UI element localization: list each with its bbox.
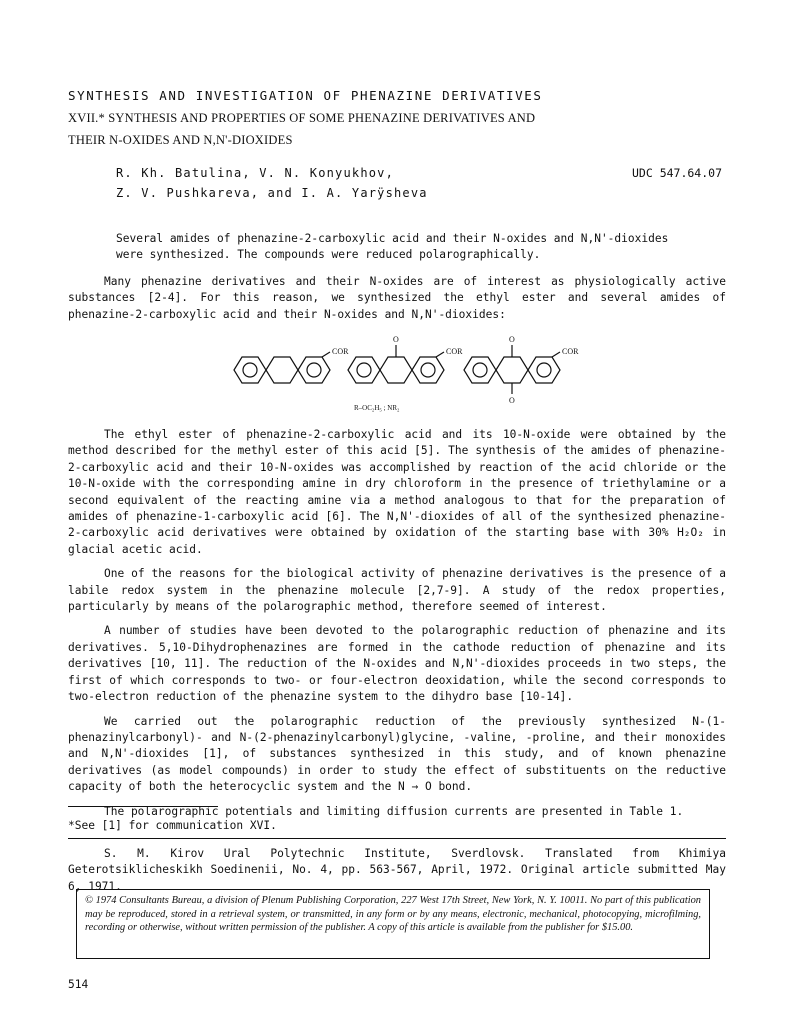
substituent-label-3: COR [562,347,579,356]
substituent-label-1: COR [332,347,349,356]
authors-line2: Z. V. Pushkareva, and I. A. Yarÿsheva [116,186,428,200]
article-title-line2: THEIR N-OXIDES AND N,N'-DIOXIDES [68,133,293,147]
article-title-line1: XVII.* SYNTHESIS AND PROPERTIES OF SOME PHENAZINE DERIVATIVES AND [68,111,536,125]
paragraph-reduction-experiments: We carried out the polarographic reduction of the previously synthesized N-(1-phenazinylcarbonyl)- and N-(2-phenazinylcarbonyl)glycine, -valine, -proline, and their monoxides and N,N'-dioxides [1], of substances synthesized in this study, and of known phenazine derivatives (as model compounds) in order to study the effect of substituents on the reductive capacity of both the heterocyclic system and the N → O bond. [68,714,726,794]
intro-paragraph: Many phenazine derivatives and their N-oxides are of interest as physiologically active substances [2-4]. For this reason, we synthesized the ethyl ester and several amides of phenazine-2-carboxylic acid and their N-oxides and N,N'-dioxides: [68,275,726,321]
substituent-label-2: COR [446,347,463,356]
affiliation: S. M. Kirov Ural Polytechnic Institute, Sverdlovsk. Translated from Khimiya Geterotsiklicheskikh Soedinenii, No. 4, pp. 563-567, April, 1972. Original article submitted May 6, 1971. [68,847,726,893]
r-definition: R–OC₂H₅ ; NR₂ [354,404,400,412]
paragraph-synthesis: The ethyl ester of phenazine-2-carboxylic acid and its 10-N-oxide were obtained by the method described for the methyl ester of this acid [5]. The synthesis of the amides of phenazine-2-carboxylic acid and their 10-N-oxides was accomplished by reaction of the acid chloride or the 10-N-oxide with the corresponding amine in dry chloroform in the presence of triethylamine or a second equivalent of the reacting amine via a method analogous to that for the preparation of amides of phenazine-1-carboxylic acid [6]. The N,N'-dioxides of all of the synthesized phenazine-2-carboxylic acid derivatives were obtained by oxidation of the starting base with 30% H₂O₂ in glacial acetic acid. [68,428,726,556]
paragraph-table-reference: The polarographic potentials and limiting diffusion currents are presented in Table 1. [104,804,684,818]
page-number: 514 [68,978,89,991]
paragraph-polarographic-studies: A number of studies have been devoted to the polarographic reduction of phenazine and its derivatives. 5,10-Dihydrophenazines are formed in the cathode reduction of phenazine and its derivatives [10, 11]. The reduction of the N-oxides and N,N'-dioxides proceeds in two steps, the first of which corresponds to two- or four-electron deoxidation, while the second corresponds to two-electron reduction of the phenazine system to the dihydro base [10-14]. [68,624,726,704]
phenazine-molecule [234,352,330,383]
affiliation-rule [68,838,726,839]
oxygen-label-2: O [393,335,399,344]
footnote-rule [68,806,218,807]
phenazine-n-n-dioxide-molecule [464,345,560,394]
abstract: Several amides of phenazine-2-carboxylic acid and their N-oxides and N,N'-dioxides were synthesized. The compounds were reduced polarographically. [116,232,669,261]
oxygen-label-3-top: O [509,335,515,344]
udc-code: UDC 547.64.07 [632,166,723,180]
series-title: SYNTHESIS AND INVESTIGATION OF PHENAZINE DERIVATIVES [68,88,543,103]
paragraph-biological-activity: One of the reasons for the biological activity of phenazine derivatives is the presence of a labile redox system in the phenazine molecule [2,7-9]. A study of the redox properties, particularly by means of the polarographic method, therefore seemed of interest. [68,567,726,614]
authors-line1: R. Kh. Batulina, V. N. Konyukhov, [116,166,395,180]
oxygen-label-3-bottom: O [509,396,515,405]
body-text [68,427,726,828]
footnote: *See [1] for communication XVI. [68,819,277,832]
copyright-notice: © 1974 Consultants Bureau, a division of Plenum Publishing Corporation, 227 West 17th Street, New York, N. Y. 10011. No part of this publication may be reproduced, stored in a retrieval system, or transmitted, in any form or by any means, electronic, mechanical, photocopying, microfilming, recording or otherwise, without written permission of the publisher. A copy of this article is available from the publisher for $15.00. [85,895,701,934]
phenazine-n-oxide-molecule [348,345,444,383]
phenazine-structures-figure [226,330,586,420]
copyright-box [76,889,710,959]
